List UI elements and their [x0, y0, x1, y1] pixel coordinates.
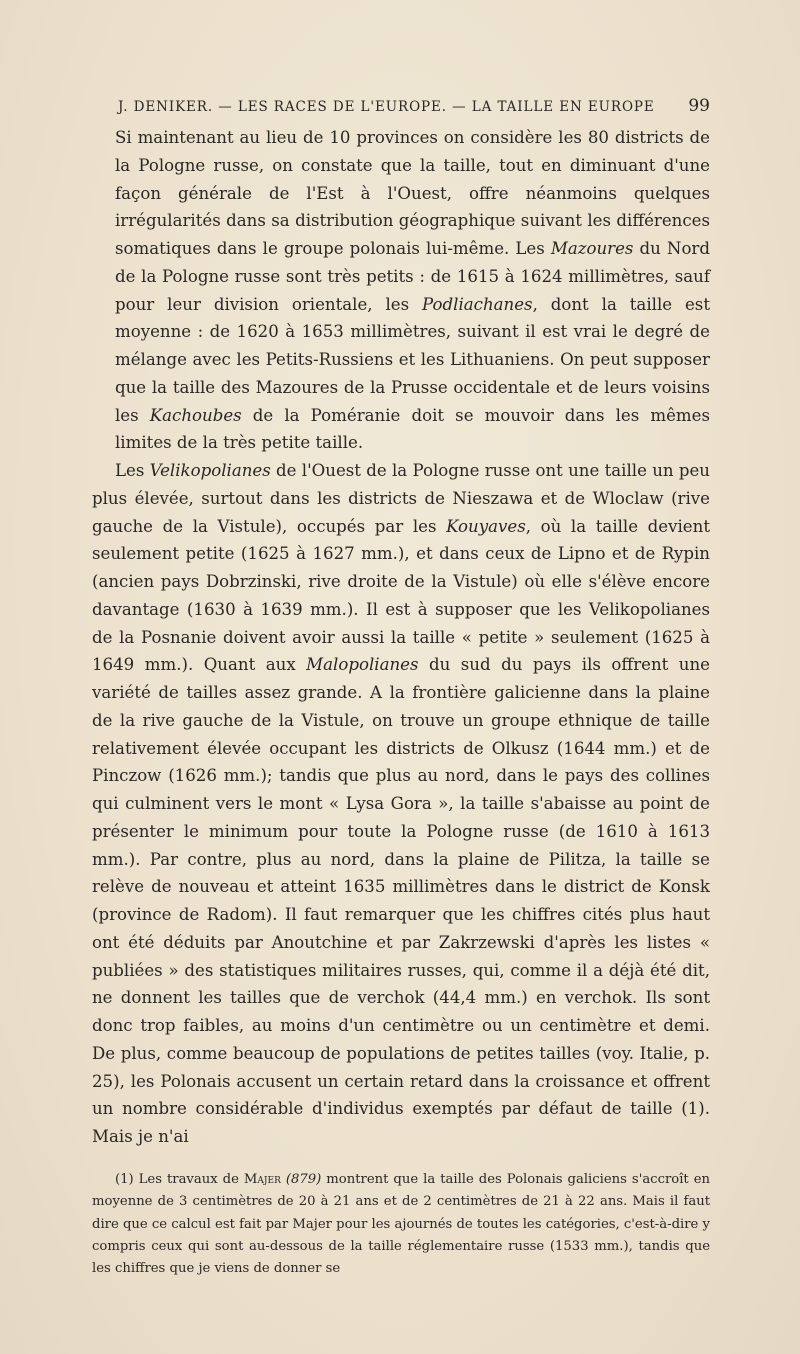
paragraph-2-text-c: de l'Ouest de la Pologne russe ont une taille un peu plus élevée, surtout dans les districts de Nieszawa et de Wloclaw (rive gauche de la Vistule), occupés par les	[92, 461, 710, 536]
term-podliachanes: Podliachanes	[422, 294, 533, 314]
page-number: 99	[688, 96, 710, 116]
paragraph-1-text-g: de la Poméranie doit se mouvoir dans les mêmes limites de la très petite taille.	[115, 405, 710, 453]
term-velikopolianes: Velikopolianes	[149, 461, 271, 480]
paragraph-2-text-e: , où la taille devient seulement petite (1625 à 1627 mm.), et dans ceux de Lipno et de Rypin (ancien pays Dobrzinski, rive droite de la Vistule) où elle s'élève encore davantage (1630 à 1639 mm.). Il est à supposer que les Velikopolianes de la Posnanie doivent avoir aussi la taille « petite » seulement (1625 à 1649 mm.). Quant aux	[92, 516, 710, 675]
footnote-author: Majer	[243, 1171, 281, 1187]
term-malopolianes: Malopolianes	[306, 655, 419, 675]
running-head	[92, 96, 710, 124]
book-page	[92, 96, 710, 1281]
paragraph-2-text-g: du sud du pays ils offrent une variété de tailles assez grande. A la frontière galicienne dans la plaine de la rive gauche de la Vistule, on trouve un groupe ethnique de taille relativement élevée occupant les districts de Olkusz (1644 mm.) et de Pinczow (1626 mm.); tandis que plus au nord, dans le pays des collines qui culminent vers le mont « Lysa Gora », la taille s'abaisse au point de présenter le minimum pour toute la Pologne russe (de 1610 à 1613 mm.). Par contre, plus au nord, dans la plaine de Pilitza, la taille se relève de nouveau et atteint 1635 millimètres dans le district de Konsk (province de Radom). Il faut remarquer que les chiffres cités plus haut ont été déduits par Anoutchine et par Zakrzewski d'après les listes « publiées » des statistiques militaires russes, qui, comme il a déjà été dit, ne donnent les tailles que de verchok (44,4 mm.) en verchok. Ils sont donc trop faibles, au moins d'un centimètre ou un centimètre et demi. De plus, comme beaucoup de populations de petites tailles (voy. Italie, p. 25), les Polonais accusent un certain retard dans la croissance et offrent un nombre considérable d'individus exemptés par défaut de taille (1). Mais je n'ai	[92, 655, 710, 1146]
term-mazoures: Mazoures	[550, 239, 634, 258]
paragraph-1	[92, 124, 710, 457]
paragraph-2-text-a: Les	[115, 461, 150, 480]
paragraph-2	[92, 457, 710, 1151]
footnote	[92, 1169, 710, 1281]
footnote-reference: (879)	[285, 1171, 322, 1187]
running-title: J. DENIKER. — LES RACES DE L'EUROPE. — LA TAILLE EN EUROPE	[118, 99, 655, 115]
body-text	[92, 124, 710, 1151]
paragraph-1-text-e: , dont la taille est moyenne : de 1620 à 1653 millimètres, suivant il est vrai le degré de mélange avec les Petits-Russiens et les Lithuaniens. On peut supposer que la taille des Mazoures de la Prusse occidentale et de leurs voisins les	[115, 294, 710, 425]
paragraph-1-text-c: du Nord de la Pologne russe sont très petits : de 1615 à 1624 millimètres, sauf pour leur division orientale, les	[115, 239, 710, 314]
term-kachoubes: Kachoubes	[149, 405, 242, 425]
term-kouyaves: Kouyaves	[446, 516, 526, 536]
paragraph-1-text-a: Si maintenant au lieu de 10 provinces on considère les 80 districts de la Pologne russe, on constate que la taille, tout en diminuant d'une façon générale de l'Est à l'Ouest, offre néanmoins quelques irrégularités dans sa distribution géographique suivant les différences somatiques dans le groupe polonais lui-même. Les	[115, 128, 710, 258]
footnote-text-a: (1) Les travaux de	[115, 1171, 244, 1187]
footnote-text-b: montrent que la taille des Polonais galiciens s'accroît en moyenne de 3 centimètres de 20 à 21 ans et de 2 centimètres de 21 à 22 ans. Mais il faut dire que ce calcul est fait par Majer pour les ajournés de toutes les catégories, c'est-à-dire y compris ceux qui sont au-dessous de la taille réglementaire russe (1533 mm.), tandis que les chiffres que je viens de donner se	[92, 1171, 710, 1277]
